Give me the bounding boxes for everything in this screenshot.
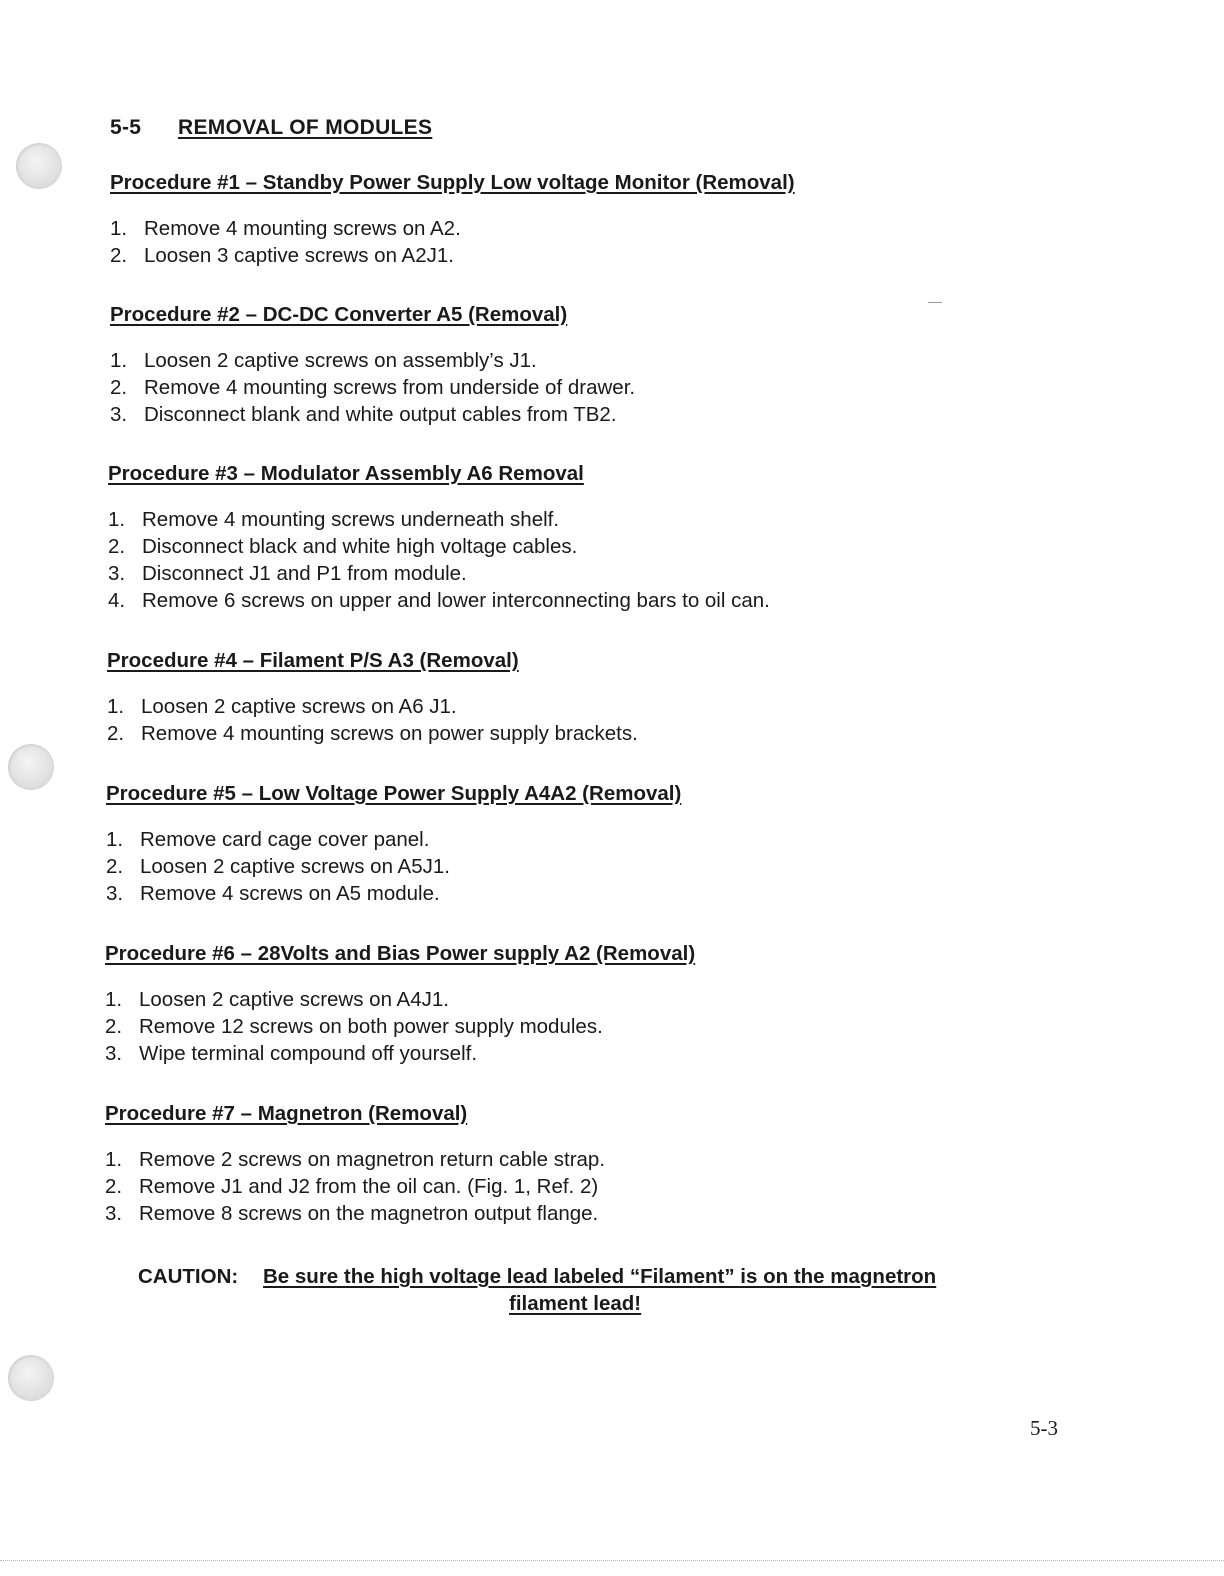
section-title <box>110 116 432 140</box>
step-list <box>105 1146 605 1227</box>
step-list <box>110 215 795 269</box>
procedure-3 <box>108 462 770 614</box>
section-name: REMOVAL OF MODULES <box>178 116 433 139</box>
list-item <box>110 242 795 269</box>
step-number: 1. <box>105 1148 123 1171</box>
step-text: Remove J1 and J2 from the oil can. (Fig. 1, Ref. 2) <box>139 1175 599 1198</box>
step-number: 2. <box>105 1015 123 1038</box>
step-text: Remove 4 mounting screws from underside of drawer. <box>144 376 636 399</box>
list-item <box>108 587 770 614</box>
step-number: 2. <box>106 855 124 878</box>
caution-text-line2: filament lead! <box>509 1292 642 1315</box>
step-text: Remove 8 screws on the magnetron output flange. <box>139 1202 599 1225</box>
step-text: Remove 12 screws on both power supply modules. <box>139 1015 603 1038</box>
list-item <box>107 720 638 747</box>
step-list <box>107 693 638 747</box>
list-item <box>106 853 681 880</box>
binder-hole-bottom <box>8 1355 54 1401</box>
list-item <box>108 533 770 560</box>
list-item <box>107 693 638 720</box>
step-number: 3. <box>108 562 126 585</box>
step-list <box>110 347 635 428</box>
step-number: 3. <box>110 403 128 426</box>
step-number: 1. <box>108 508 126 531</box>
step-text: Disconnect blank and white output cables from TB2. <box>144 403 617 426</box>
step-number: 2. <box>107 722 125 745</box>
step-text: Remove 4 screws on A5 module. <box>140 882 440 905</box>
list-item <box>105 1146 605 1173</box>
step-text: Loosen 2 captive screws on A6 J1. <box>141 695 457 718</box>
step-number: 1. <box>110 217 128 240</box>
step-text: Remove card cage cover panel. <box>140 828 430 851</box>
procedure-heading: Procedure #1 – Standby Power Supply Low voltage Monitor (Removal) <box>110 171 795 194</box>
procedure-heading: Procedure #7 – Magnetron (Removal) <box>105 1102 468 1125</box>
list-item <box>105 1200 605 1227</box>
step-text: Remove 4 mounting screws on A2. <box>144 217 461 240</box>
list-item <box>110 374 635 401</box>
step-number: 2. <box>105 1175 123 1198</box>
step-number: 1. <box>110 349 128 372</box>
step-list <box>106 826 681 907</box>
step-text: Wipe terminal compound off yourself. <box>139 1042 478 1065</box>
step-number: 1. <box>107 695 125 718</box>
step-text: Loosen 3 captive screws on A2J1. <box>144 244 454 267</box>
step-text: Remove 4 mounting screws on power supply brackets. <box>141 722 638 745</box>
caution-label: CAUTION: <box>138 1265 239 1288</box>
step-text: Loosen 2 captive screws on A4J1. <box>139 988 449 1011</box>
list-item <box>105 1040 695 1067</box>
list-item <box>110 215 795 242</box>
list-item <box>110 347 635 374</box>
list-item <box>110 401 635 428</box>
procedure-2 <box>110 303 635 428</box>
procedure-heading: Procedure #6 – 28Volts and Bias Power supply A2 (Removal) <box>105 942 696 965</box>
page-number: 5-3 <box>1030 1416 1058 1440</box>
list-item <box>106 880 681 907</box>
step-number: 1. <box>105 988 123 1011</box>
list-item <box>106 826 681 853</box>
step-text: Remove 4 mounting screws underneath shelf. <box>142 508 560 531</box>
step-text: Loosen 2 captive screws on assembly’s J1. <box>144 349 537 372</box>
binder-hole-middle <box>8 744 54 790</box>
procedure-5 <box>106 782 681 907</box>
step-list <box>108 506 770 614</box>
step-number: 2. <box>110 376 128 399</box>
scan-edge-line <box>0 1560 1224 1561</box>
step-number: 3. <box>105 1202 123 1225</box>
step-text: Loosen 2 captive screws on A5J1. <box>140 855 450 878</box>
step-text: Disconnect black and white high voltage cables. <box>142 535 578 558</box>
step-number: 3. <box>105 1042 123 1065</box>
list-item <box>108 560 770 587</box>
step-number: 4. <box>108 589 126 612</box>
binder-hole-top <box>16 143 62 189</box>
scan-speck <box>928 302 942 303</box>
procedure-6 <box>105 942 695 1067</box>
list-item <box>105 986 695 1013</box>
list-item <box>105 1173 605 1200</box>
step-text: Remove 2 screws on magnetron return cable strap. <box>139 1148 606 1171</box>
caution-note <box>138 1263 1038 1315</box>
procedure-heading: Procedure #2 – DC-DC Converter A5 (Removal) <box>110 303 568 326</box>
procedure-heading: Procedure #5 – Low Voltage Power Supply A4A2 (Removal) <box>106 782 682 805</box>
procedure-1 <box>110 171 795 269</box>
section-number: 5-5 <box>110 116 142 139</box>
list-item <box>108 506 770 533</box>
caution-text-line1: Be sure the high voltage lead labeled “Filament” is on the magnetron <box>263 1265 937 1288</box>
procedure-4 <box>107 649 638 747</box>
step-number: 3. <box>106 882 124 905</box>
procedure-heading: Procedure #4 – Filament P/S A3 (Removal) <box>107 649 519 672</box>
step-text: Remove 6 screws on upper and lower interconnecting bars to oil can. <box>142 589 770 612</box>
procedure-7 <box>105 1102 605 1227</box>
step-number: 2. <box>110 244 128 267</box>
step-number: 2. <box>108 535 126 558</box>
list-item <box>105 1013 695 1040</box>
step-text: Disconnect J1 and P1 from module. <box>142 562 467 585</box>
step-number: 1. <box>106 828 124 851</box>
step-list <box>105 986 695 1067</box>
procedure-heading: Procedure #3 – Modulator Assembly A6 Removal <box>108 462 584 485</box>
